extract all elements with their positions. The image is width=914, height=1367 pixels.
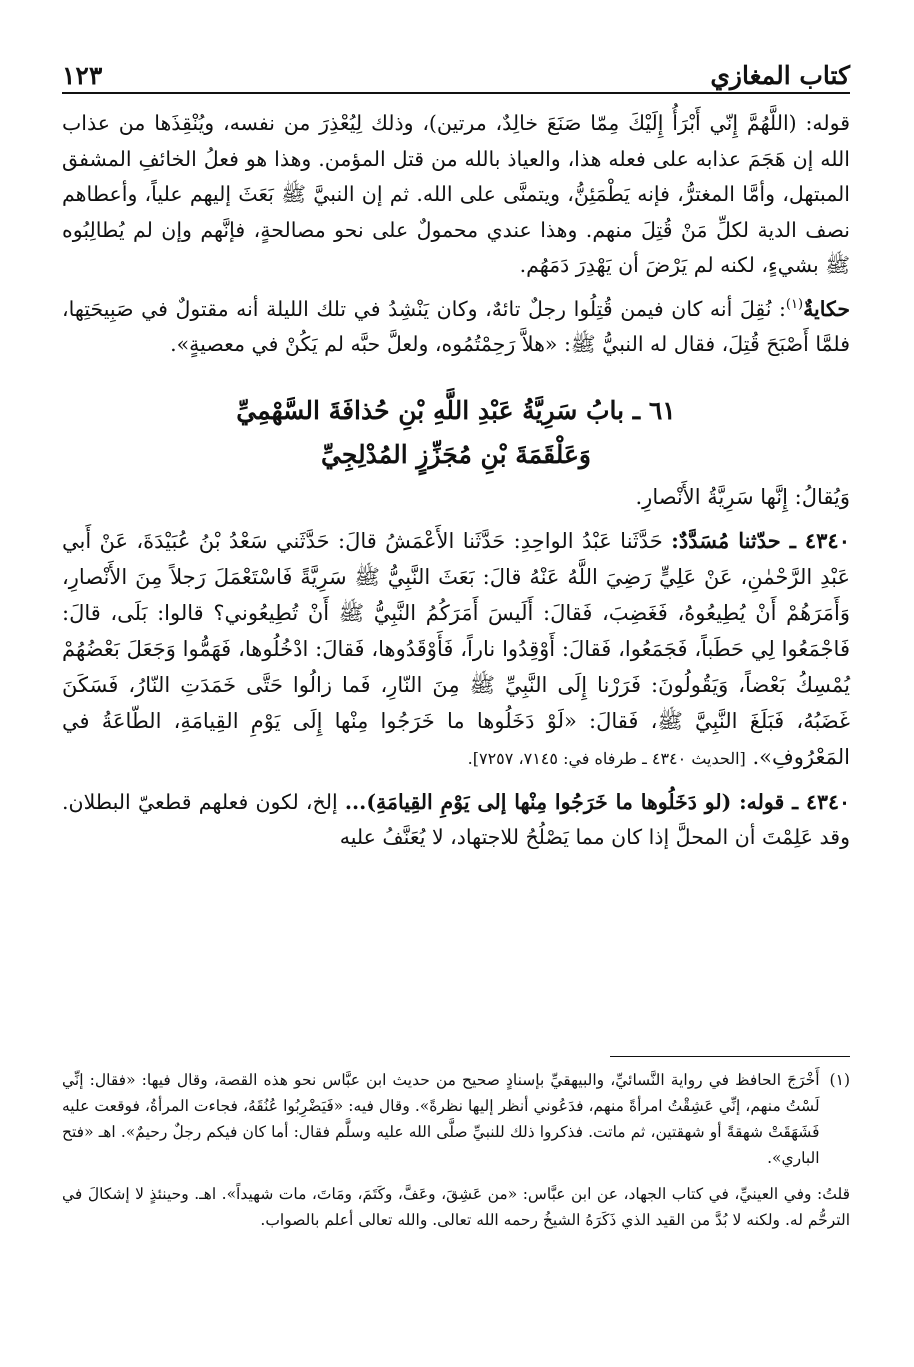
book-title: كتاب المغازي bbox=[710, 61, 850, 90]
main-text bbox=[62, 106, 850, 856]
chapter-heading bbox=[62, 389, 850, 477]
commentary-paragraph: قوله: (اللَّهُمَّ إِنّي أَبْرَأُ إِلَيْكَ مِمّا صَنَعَ خالِدٌ، مرتين)، وذلك لِيُعْذِرَ من نفسه، ويُنْقِذَها من عذاب الله إن هَجَمَ عذابه على فعله هذا، والعياذ بالله من قتل المؤمن. وهذا هو فعلُ الخائفِ المشفق المبتهل، وأمَّا المغترُّ، فإنه يَطْمَئِنُّ، ويتمنَّى على الله. ثم إن النبيَّ ﷺ بَعَثَ إليهم علياً، وأعطاهم نصف الدية لكلِّ مَنْ قُتِلَ منهم. وهذا عندي محمولٌ على نحو مصالحةٍ، فإنَّهم وإن لم يُطالِبُوه ﷺ بشيءٍ، لكنه لم يَرْضَ أن يَهْدِرَ دَمَهُم. bbox=[62, 111, 850, 277]
hadith-cross-reference: [الحديث ٤٣٤٠ ـ طرفاه في: ٧١٤٥، ٧٢٥٧]. bbox=[467, 748, 746, 768]
commentary2-label: ٤٣٤٠ ـ قوله: (لو دَخَلُوها ما خَرَجُوا مِنْها إلى يَوْمِ القِيامَةِ)... bbox=[344, 789, 850, 814]
hadith-number: ٤٣٤٠ ـ حدّثنا مُسَدَّدٌ: bbox=[671, 527, 850, 553]
chapter-title-line2: وَعَلْقَمَةَ بْنِ مُجَزِّزٍ المُدْلِجِيِّ bbox=[321, 439, 591, 469]
hadith-text: حَدَّثَنا عَبْدُ الواحِدِ: حَدَّثَنا الأَعْمَشُ قالَ: حَدَّثَني سَعْدُ بْنُ عُبَيْدَةَ، عَنْ أَبي عَبْدِ الرَّحْمٰنِ، عَنْ عَلِيٍّ رَضِيَ اللَّهُ عَنْهُ قالَ: بَعَثَ النَّبِيُّ ﷺ سَرِيَّةً فَاسْتَعْمَلَ رَجلاً مِنَ الأَنْصارِ، وَأَمَرَهُمْ أَنْ يُطِيعُوهُ، فَغَضِبَ، فَقالَ: أَلَيسَ أَمَرَكُمُ النَّبِيُّ ﷺ أَنْ تُطِيعُوني؟ قالوا: بَلَى، قالَ: فَاجْمَعُوا لِي حَطَباً، فَجَمَعُوا، فَقالَ: أَوْقِدُوا ناراً، فَأَوْقَدُوها، فَقالَ: ادْخُلُوها، فَهَمُّوا وَجَعَلَ بَعْضُهُمْ يُمْسِكُ بَعْضاً، وَيَقُولُونَ: فَرَرْنا إِلَى النَّبِيِّ ﷺ مِنَ النّارِ، فَما زالُوا حَتَّى خَمَدَتِ النّارُ، فَسَكَنَ غَضَبُهُ، فَبَلَغَ النَّبِيَّ ﷺ، فَقالَ: «لَوْ دَخَلُوها ما خَرَجُوا مِنْها إِلَى يَوْمِ القِيامَةِ، الطّاعَةُ في المَعْرُوفِ». bbox=[62, 528, 850, 769]
story-paragraph bbox=[62, 292, 850, 363]
footnote-ref: (١) bbox=[785, 296, 804, 312]
story-text: : نُقِلَ أنه كان فيمن قُتِلُوا رجلٌ تائهٌ، وكان يَنْشِدُ في تلك الليلة أنه مقتولٌ في صَبِيحَتِها، فلمَّا أَصْبَحَ قُتِلَ، فقال له النبيُّ ﷺ: «هلاَّ رَحِمْتُمُوه، ولعلَّ حبَّه لم يَكُنْ في معصيةٍ». bbox=[62, 296, 850, 356]
footnote-number: (١) bbox=[829, 1071, 850, 1089]
footnote-divider bbox=[610, 1056, 850, 1057]
footnote-text: أَخْرَجَ الحافظ في رواية النَّسائيِّ، والبيهقيِّ بإسنادٍ صحيح من حديث ابن عبَّاس نحو هذه القصة، وقال فيها: «فقال: إنِّي لَسْتُ منهم، إنِّي عَشِقْتُ امرأةً منهم، فدَعُوني أنظر إليها نظرةً». وقال فيه: «فَيَضْرِبُوا عُنُقَهُ، فجاءت المرأةُ، فوقعت عليه فَشَهَقَتْ شهقةً أو شهقتين، ثم ماتت. فذكروا ذلك للنبيِّ صلَّى الله عليه وسلَّم فقال: أما كان فيكم رجلٌ رحيمٌ». اهـ «فتح الباري». bbox=[62, 1071, 820, 1167]
hadith-paragraph bbox=[62, 523, 850, 777]
footnote-note: قلتُ: وفي العينيِّ، في كتاب الجهاد، عن ابن عبَّاس: «من عَشِقَ، وعَفَّ، وكَتَمَ، ومَاتَ، مات شهيداً». اهـ. وحينئذٍ لا إشكالَ في الترحُّم له. ولكنه لا بُدَّ من القيد الذي ذَكَرَهُ الشيخُ رحمه الله تعالى. والله تعالى أعلم بالصواب. bbox=[62, 1185, 850, 1229]
chapter-subtitle: وَيُقالُ: إِنَّها سَرِيَّةُ الأَنْصارِ. bbox=[635, 484, 850, 509]
footnotes bbox=[62, 1056, 850, 1233]
running-header bbox=[62, 48, 850, 94]
commentary2-paragraph bbox=[62, 785, 850, 856]
commentary2-text: إلخ، لكون فعلهم قطعيّ البطلان. وقد عَلِمْتَ أن المحلَّ إذا كان مما يَصْلُحُ للاجتهاد، لا يُعَنَّفُ عليه bbox=[62, 789, 850, 849]
footnote-1 bbox=[62, 1067, 850, 1171]
page-number: ١٢٣ bbox=[62, 61, 103, 90]
story-label: حكايةٌ bbox=[803, 296, 850, 321]
chapter-title-line1: ٦١ ـ بابُ سَرِيَّةُ عَبْدِ اللَّهِ بْنِ حُذافَةَ السَّهْمِيِّ bbox=[236, 395, 676, 425]
